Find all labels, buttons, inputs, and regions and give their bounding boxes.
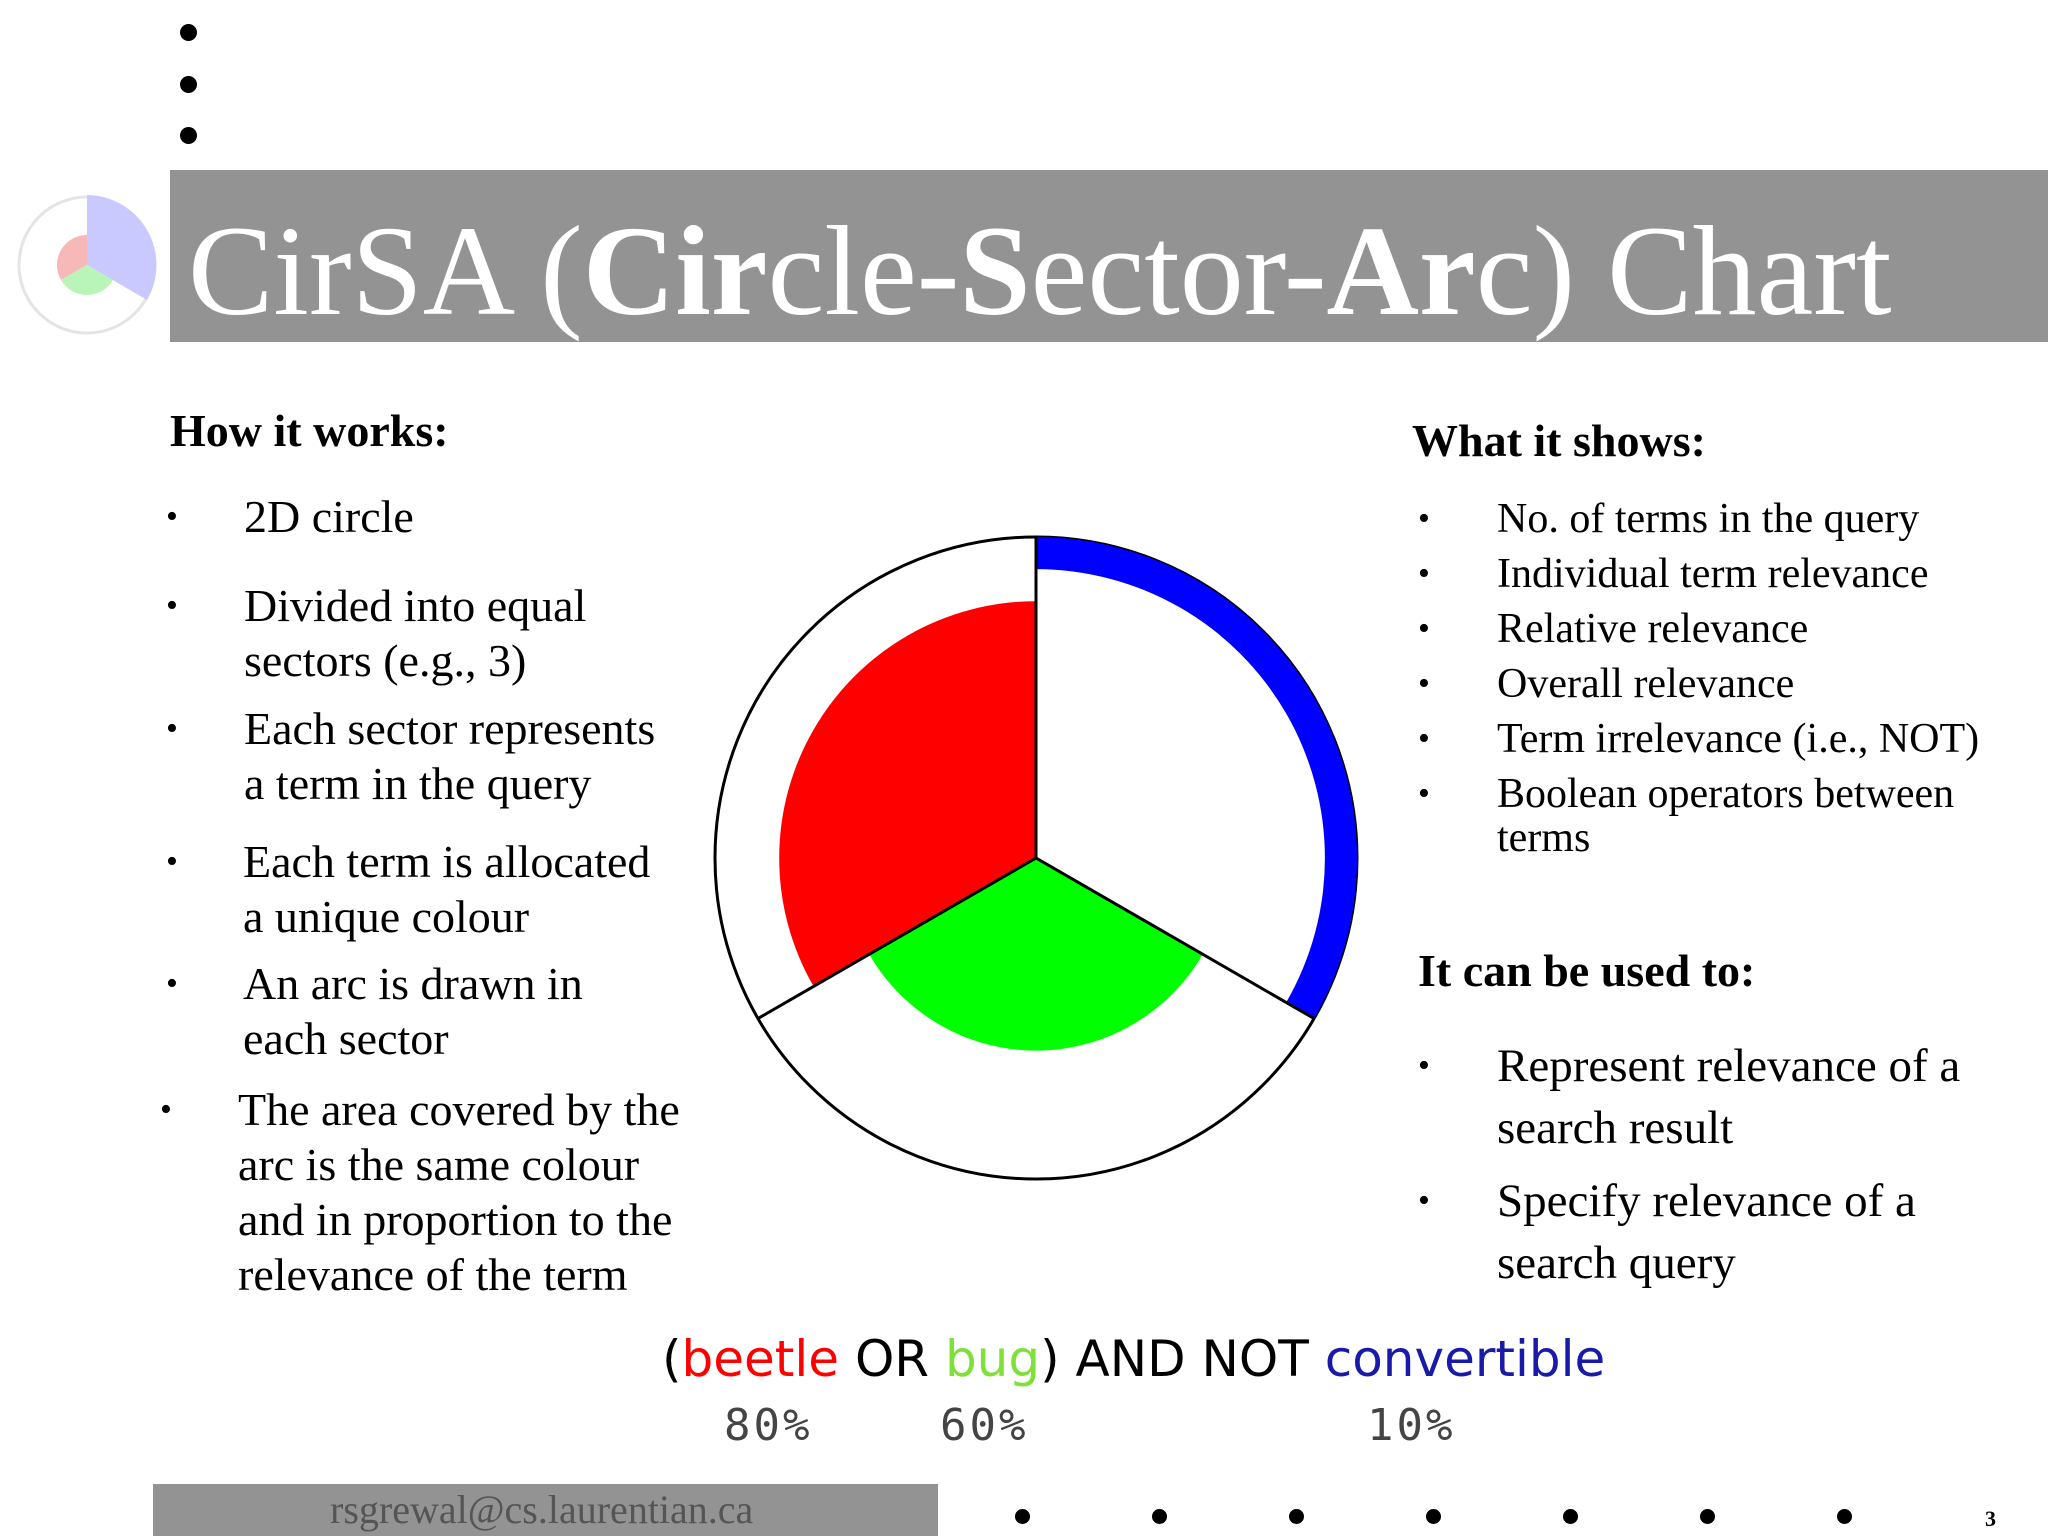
bullet: • (1418, 500, 1430, 537)
bullet: • (1418, 665, 1430, 702)
how-item-6-line-3: and in proportion to the (238, 1194, 673, 1245)
how-item-6-line-4: relevance of the term (238, 1249, 628, 1300)
shows-item-6-line-2: terms (1497, 815, 1591, 861)
shows-item-1-text: No. of terms in the query (1497, 496, 1920, 542)
example-query (662, 1330, 1605, 1388)
bullet: • (1418, 775, 1430, 812)
bullet: • (166, 587, 178, 624)
bullet: • (166, 498, 178, 535)
how-item-3-line-2: a term in the query (244, 758, 592, 809)
how-item-6-line-1: The area covered by the (238, 1084, 680, 1135)
percent-bug: 60% (940, 1400, 1029, 1451)
footer-dot-4 (1426, 1509, 1441, 1524)
query-term-bug: bug (944, 1330, 1041, 1388)
uses-item-1-line-2: search result (1497, 1102, 1734, 1154)
bullet: • (1418, 610, 1430, 647)
footer-dot-3 (1289, 1509, 1304, 1524)
page-title: CirSA (Circle-Sector-Arc) Chart (188, 200, 1892, 342)
how-item-4-line-2: a unique colour (243, 891, 530, 942)
bullet: • (160, 1091, 172, 1128)
top-dot-3 (180, 127, 197, 144)
top-dot-2 (180, 76, 197, 93)
it-can-be-used-heading: It can be used to: (1418, 945, 1756, 996)
how-item-1-line-1: 2D circle (244, 491, 414, 542)
how-item-5-line-1: An arc is drawn in (243, 958, 583, 1009)
bullet: • (166, 965, 178, 1002)
how-item-4-line-1: Each term is allocated (243, 836, 651, 887)
what-it-shows-heading: What it shows: (1412, 415, 1706, 466)
bullet: • (1418, 720, 1430, 757)
shows-item-3-text: Relative relevance (1497, 606, 1809, 652)
footer-dot-6 (1700, 1509, 1715, 1524)
shows-item-2-text: Individual term relevance (1497, 551, 1929, 597)
uses-item-1-line-1: Represent relevance of a (1497, 1040, 1961, 1092)
footer-dot-5 (1563, 1509, 1578, 1524)
how-item-2-line-2: sectors (e.g., 3) (244, 635, 527, 686)
bullet: • (166, 843, 178, 880)
shows-item-5-text: Term irrelevance (i.e., NOT) (1497, 716, 1980, 762)
percent-convertible: 10% (1367, 1400, 1456, 1451)
page-number: 3 (1985, 1506, 1996, 1531)
how-item-6-line-2: arc is the same colour (238, 1139, 640, 1190)
query-open: ( (662, 1330, 682, 1388)
bullet: • (1418, 555, 1430, 592)
query-term-beetle: beetle (681, 1330, 840, 1388)
shows-item-6-line-1: Boolean operators between (1497, 771, 1955, 817)
shows-item-4-text: Overall relevance (1497, 661, 1795, 707)
query-op-or: OR (839, 1330, 945, 1388)
how-it-works-heading: How it works: (170, 405, 449, 456)
uses-item-2-line-2: search query (1497, 1237, 1736, 1289)
cirsa-logo-icon (12, 190, 162, 340)
footer-email: rsgrewal@cs.laurentian.ca (330, 1487, 754, 1532)
bullet: • (1418, 1182, 1430, 1219)
footer-dot-1 (1015, 1509, 1030, 1524)
query-op-and-not: ) AND NOT (1040, 1330, 1325, 1388)
top-dot-1 (180, 24, 197, 41)
footer-dot-2 (1152, 1509, 1167, 1524)
how-item-2-line-1: Divided into equal (244, 580, 587, 631)
percent-beetle: 80% (724, 1400, 813, 1451)
bullet: • (166, 710, 178, 747)
how-item-5-line-2: each sector (243, 1013, 449, 1064)
bullet: • (1418, 1047, 1430, 1084)
query-term-convertible: convertible (1324, 1330, 1606, 1388)
uses-item-2-line-1: Specify relevance of a (1497, 1175, 1916, 1227)
cirsa-chart (700, 520, 1380, 1190)
footer-dot-7 (1837, 1509, 1852, 1524)
how-item-3-line-1: Each sector represents (244, 703, 656, 754)
